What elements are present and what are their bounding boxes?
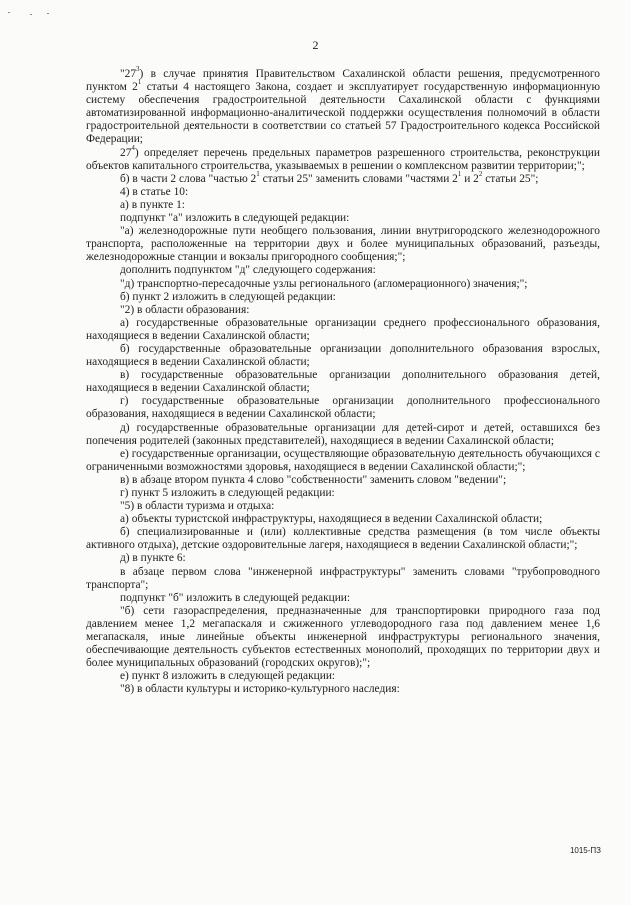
paragraph-p16 bbox=[86, 422, 600, 448]
paragraph-p24 bbox=[86, 566, 600, 592]
scan-artifact bbox=[47, 13, 49, 14]
text-run: статьи 25" заменить словами "частями 2 bbox=[259, 172, 458, 185]
text-run: а) объекты туристской инфраструктуры, находящиеся в ведении Сахалинской области; bbox=[120, 513, 543, 526]
text-run: ) определяет перечень предельных параметров разрешенного строительства, реконструкции объектов капитального строительства, указываемых в решении о комплексном развитии территории;"; bbox=[86, 146, 600, 172]
paragraph-p9 bbox=[86, 278, 600, 291]
text-run: статьи 4 настоящего Закона, создает и эксплуатирует государственную информационную систему обеспечения градостроительной деятельности Сахалинской области с функциями автоматизированной информационно-аналитической поддержки осуществления полномочий в области градостроительной деятельности в соответствии со статьей 57 Градостроительного кодекса Российской Федерации; bbox=[86, 81, 600, 146]
superscript: 3 bbox=[136, 65, 140, 74]
text-run: и 2 bbox=[461, 172, 479, 185]
paragraph-p2 bbox=[86, 143, 600, 173]
text-run: подпункт "б" изложить в следующей редакции: bbox=[120, 591, 351, 604]
paragraph-p8 bbox=[86, 264, 600, 277]
paragraph-p22 bbox=[86, 526, 600, 552]
paragraph-p26 bbox=[86, 605, 600, 670]
paragraph-p7 bbox=[86, 225, 600, 264]
text-run: "2) в области образования: bbox=[120, 303, 250, 316]
paragraph-p14 bbox=[86, 369, 600, 395]
footer-code: 1015-ПЗ bbox=[569, 846, 601, 855]
text-run: г) пункт 5 изложить в следующей редакции: bbox=[120, 487, 335, 499]
text-run: б) специализированные и (или) коллективные средства размещения (в том числе объекты активного отдыха), детские оздоровительные лагеря, находящиеся в ведении Сахалинской области;"; bbox=[86, 526, 600, 552]
superscript: 2 bbox=[478, 169, 483, 178]
paragraph-p15 bbox=[86, 395, 600, 421]
paragraph-p21 bbox=[86, 513, 600, 526]
text-run: в абзаце первом слова "инженерной инфраструктуры" заменить словами "трубопроводного транспорта"; bbox=[86, 565, 600, 591]
text-run: 27 bbox=[120, 146, 132, 159]
text-run: е) пункт 8 изложить в следующей редакции: bbox=[120, 670, 336, 683]
text-run: а) государственные образовательные организации среднего профессионального образования, находящиеся в ведении Сахалинской области; bbox=[86, 316, 600, 342]
text-run: д) государственные образовательные организации для детей-сирот и детей, оставшихся без попечения родителей (законных представителей), находящиеся в ведении Сахалинской области; bbox=[86, 421, 600, 447]
text-run: "27 bbox=[120, 68, 137, 80]
paragraph-p23 bbox=[86, 552, 600, 565]
page-number: 2 bbox=[312, 38, 319, 52]
paragraph-p12 bbox=[86, 317, 600, 343]
superscript: 1 bbox=[256, 169, 260, 178]
paragraph-p20 bbox=[86, 500, 600, 513]
superscript: 1 bbox=[137, 78, 142, 87]
text-run: ) в случае принятия Правительством Сахалинской области решения, предусмотренного пунктом 2 bbox=[86, 68, 600, 94]
paragraph-p6 bbox=[86, 212, 600, 225]
text-run: а) в пункте 1: bbox=[120, 198, 185, 211]
paragraph-p27 bbox=[86, 670, 600, 683]
scan-artifact bbox=[30, 14, 32, 15]
paragraph-p28 bbox=[86, 683, 600, 696]
paragraph-p18 bbox=[86, 474, 600, 487]
text-run: "б) сети газораспределения, предназначенные для транспортировки природного газа под давлением менее 1,2 мегапаскаля и сжиженного углеводородного газа под давлением менее 1,6 мегапаскаля, иные линейные объекты инженерной инфраструктуры регионального значения, обеспечивающие деятельность субъектов естественных монополий, проходящих по территории двух и более муниципальных образований (городских округов);"; bbox=[86, 604, 600, 670]
text-run: б) в части 2 слова "частью 2 bbox=[120, 172, 257, 185]
paragraph-p13 bbox=[86, 343, 600, 369]
text-run: подпункт "а" изложить в следующей редакции: bbox=[120, 212, 350, 225]
text-run: "5) в области туризма и отдыха: bbox=[120, 500, 275, 513]
text-run: дополнить подпунктом "д" следующего содержания: bbox=[120, 264, 376, 277]
text-run: "8) в области культуры и историко-культурного наследия: bbox=[120, 683, 400, 696]
text-run: в) государственные образовательные организации дополнительного образования детей, находящиеся в ведении Сахалинской области; bbox=[86, 369, 600, 395]
text-run: "а) железнодорожные пути необщего пользования, линии внутригородского железнодорожного транспорта, расположенные на территории двух и более муниципальных образований, разъезды, железнодорожные станции и вокзалы пригородного сообщения;"; bbox=[86, 225, 600, 264]
document-body bbox=[86, 65, 600, 697]
text-run: 4) в статье 10: bbox=[120, 185, 189, 198]
paragraph-p19 bbox=[86, 487, 600, 500]
text-run: г) государственные образовательные организации дополнительного профессионального образования, находящиеся в ведении Сахалинской области; bbox=[86, 395, 600, 421]
text-run: "д) транспортно-пересадочные узлы регионального (агломерационного) значения;"; bbox=[120, 277, 528, 290]
paragraph-p17 bbox=[86, 448, 600, 474]
paragraph-p10 bbox=[86, 291, 600, 304]
superscript: 4 bbox=[131, 143, 135, 152]
text-run: статьи 25"; bbox=[482, 172, 539, 185]
paragraph-p4 bbox=[86, 186, 600, 199]
text-run: д) в пункте 6: bbox=[120, 552, 186, 565]
text-run: б) государственные образовательные организации дополнительного образования взрослых, находящиеся в ведении Сахалинской области; bbox=[86, 342, 600, 369]
paragraph-p3 bbox=[86, 169, 600, 186]
superscript: 1 bbox=[457, 169, 462, 178]
scan-artifact bbox=[8, 12, 10, 13]
paragraph-p25 bbox=[86, 592, 600, 605]
text-run: б) пункт 2 изложить в следующей редакции: bbox=[120, 290, 336, 303]
text-run: е) государственные организации, осуществляющие образовательную деятельность обучающихся с ограниченными возможностями здоровья, находящиеся в ведении Сахалинской области;"; bbox=[86, 447, 600, 473]
paragraph-p5 bbox=[86, 199, 600, 212]
paragraph-p11 bbox=[86, 304, 600, 317]
paragraph-p1 bbox=[86, 65, 600, 147]
text-run: в) в абзаце втором пункта 4 слово "собственности" заменить словом "ведении"; bbox=[120, 473, 507, 486]
